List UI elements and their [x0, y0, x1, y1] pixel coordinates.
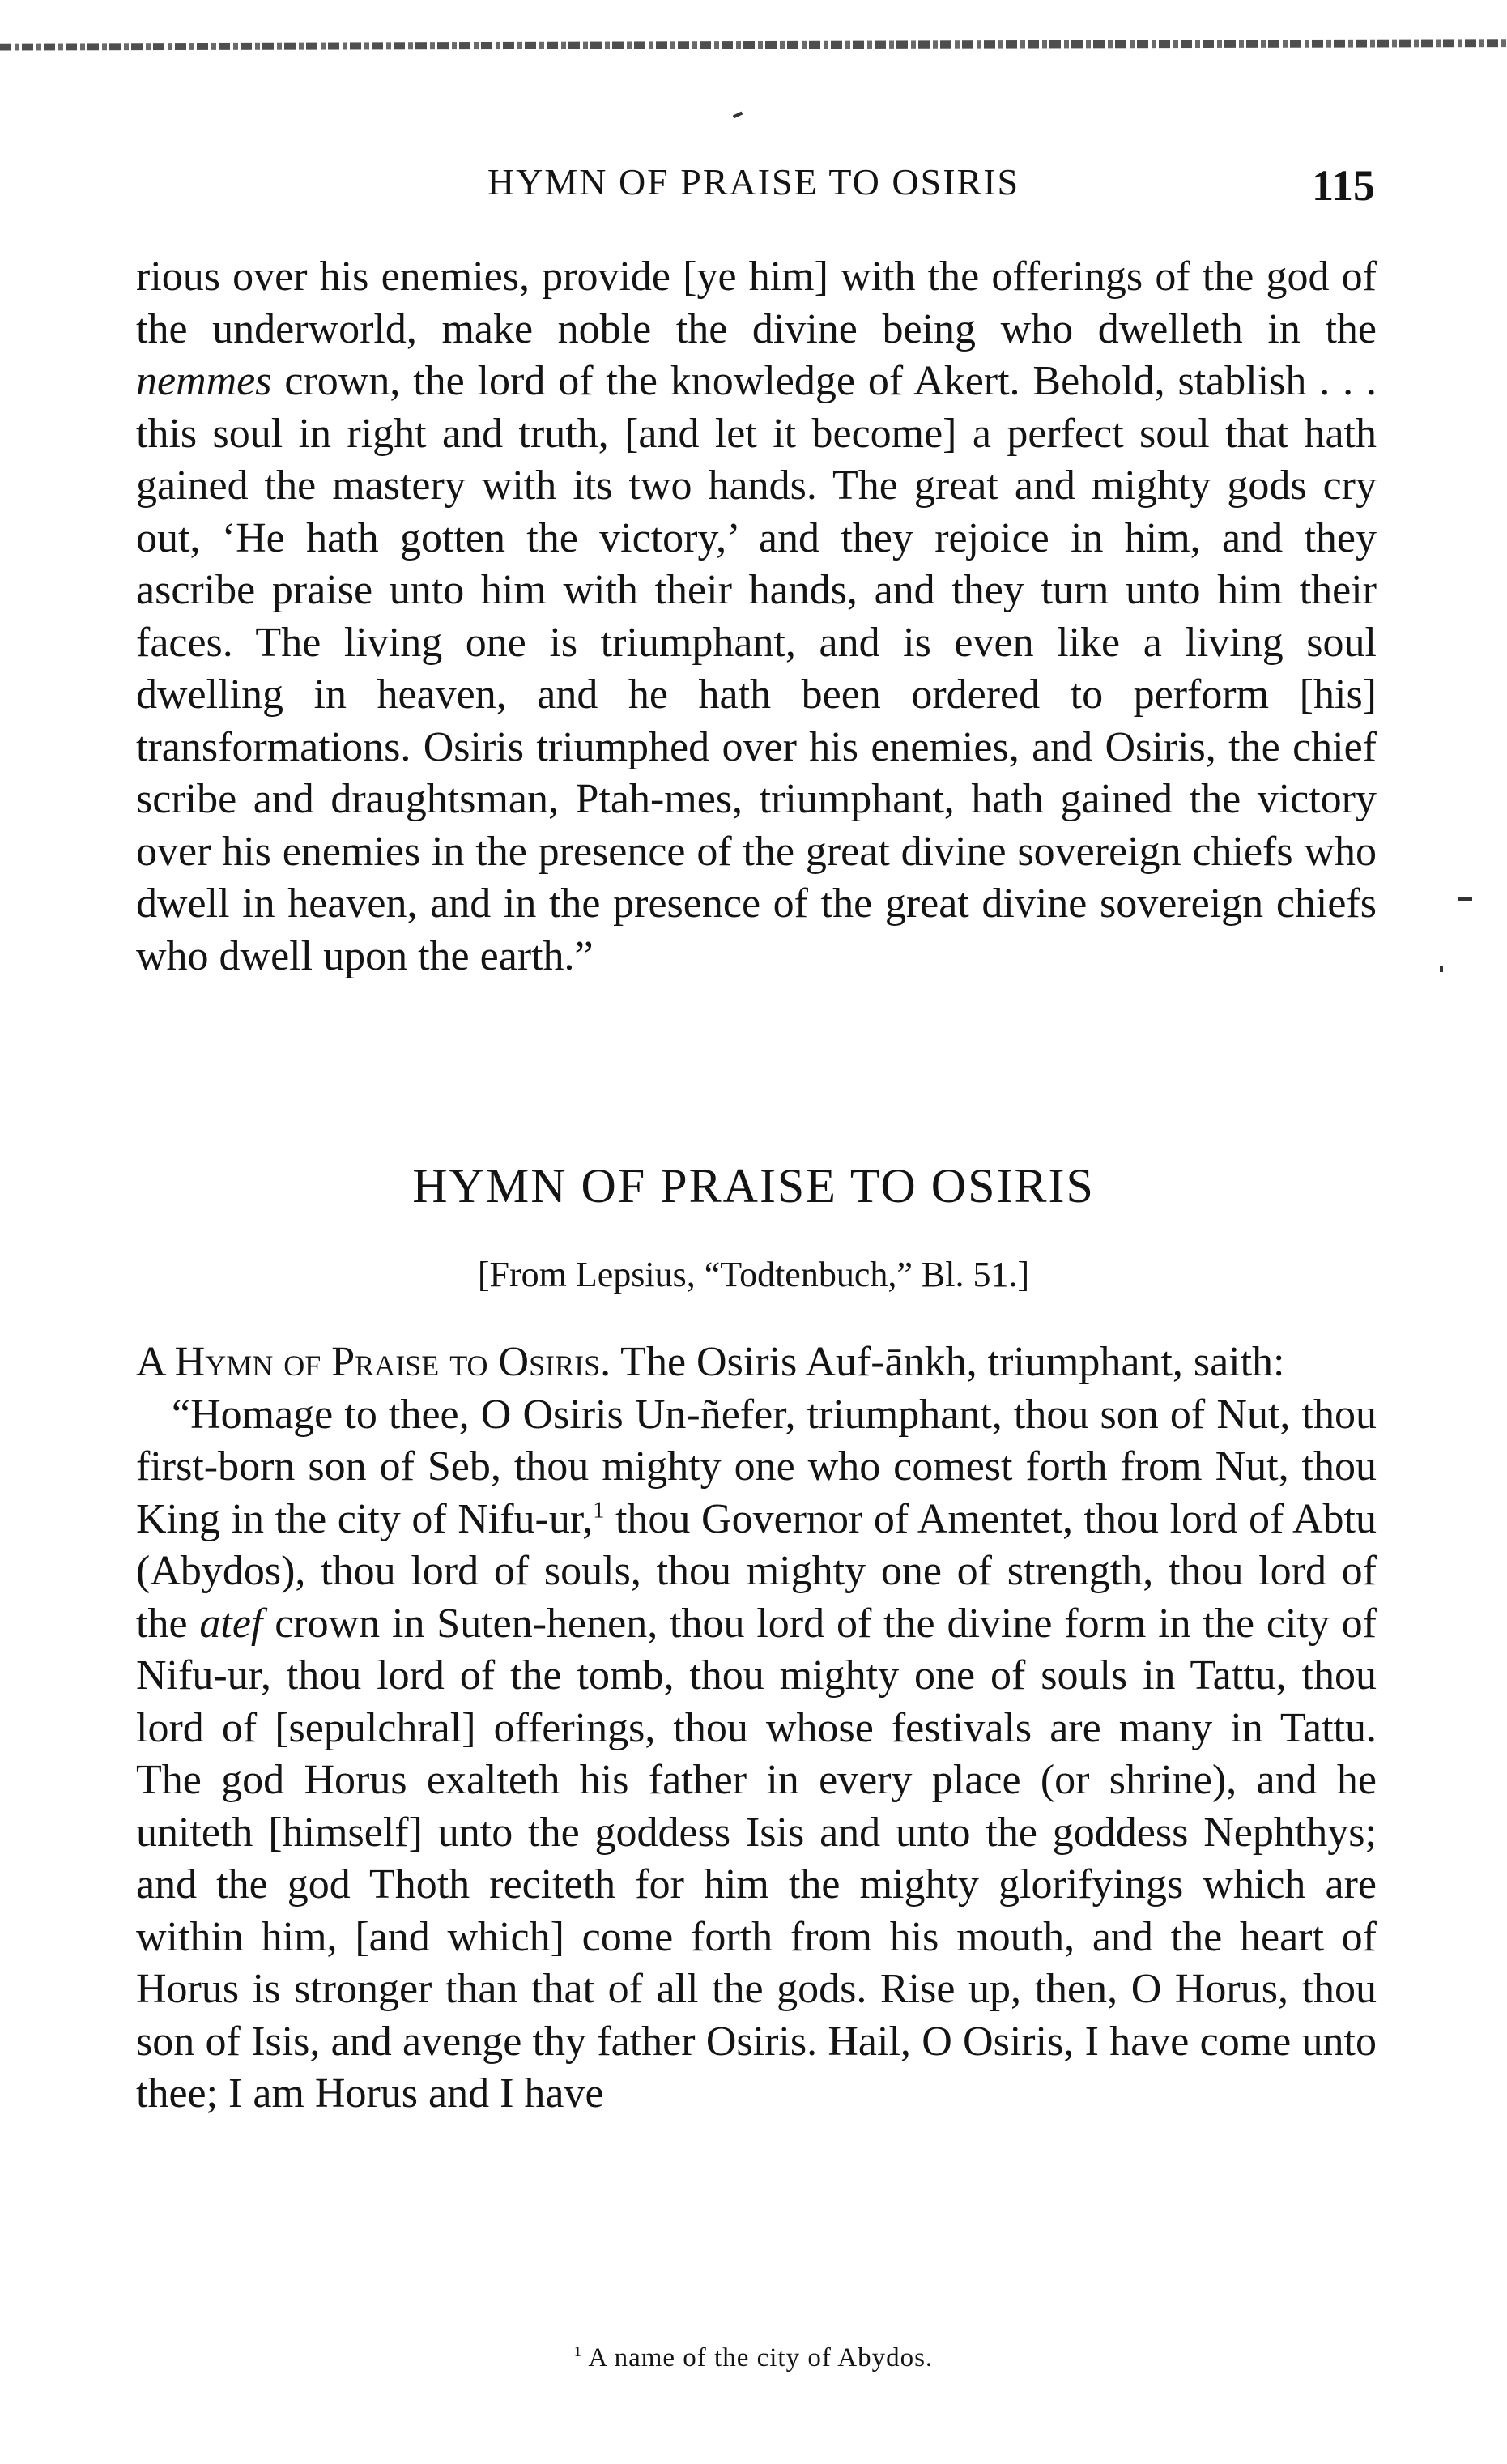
continued-paragraph	[136, 251, 1377, 983]
page-number: 115	[1311, 161, 1375, 210]
source-citation: [From Lepsius, “Todtenbuch,” Bl. 51.]	[477, 1255, 1030, 1294]
hymn-intro: The Osiris Auf-ānkh, triumphant, saith:	[611, 1339, 1285, 1385]
running-title: HYMN OF PRAISE TO OSIRIS	[487, 161, 1020, 202]
hymn-intro-paragraph	[136, 1336, 1377, 1389]
continued-text-part-2: crown, the lord of the knowledge of Akert. Behold, stablish . . . this soul in right and truth, [and let it become] a perfect soul that hath gained the mastery with its two hands. The great and mighty gods cry out, ‘He hath gotten the victory,’ and they rejoice in him, and they ascribe praise unto him with their hands, and they turn unto him their faces. The living one is triumphant, and is even like a living soul dwelling in heaven, and he hath been ordered to perform [his] transformations. Osiris triumphed over his enemies, and Osiris, the chief scribe and draughtsman, Ptah-mes, triumphant, hath gained the victory over his enemies in the presence of the great divine sovereign chiefs who dwell in heaven, and in the presence of the great divine sovereign chiefs who dwell upon the earth.”	[136, 358, 1377, 979]
hymn-caption: A Hymn of Praise to Osiris.	[136, 1339, 611, 1385]
hymn-section	[136, 1336, 1377, 2121]
margin-mark-top	[733, 112, 743, 119]
scan-top-border	[0, 37, 1507, 55]
continued-text-part-1: rious over his enemies, provide [ye him] with the offerings of the god of the underworld, make noble the divine being who dwelleth in the	[136, 254, 1377, 352]
margin-mark-right-1	[1458, 897, 1472, 901]
atef-term: atef	[199, 1600, 263, 1647]
hymn-text-part-2: thou Governor of Amentet, thou lord of Abtu (Abydos), thou lord of souls, thou mighty one of strength, thou lord of the	[136, 1495, 1377, 1647]
hymn-text-part-3: crown in Suten-henen, thou lord of the divine form in the city of Nifu-ur, thou lord of the tomb, thou mighty one of souls in Tattu, thou lord of [sepulchral] offerings, thou whose festivals are many in Tattu. The god Horus exalteth his father in every place (or shrine), and he uniteth [himself] unto the goddess Isis and unto the goddess Nephthys; and the god Thoth reciteth for him the mighty glorifyings which are within him, [and which] come forth from his mouth, and the heart of Horus is stronger than that of all the gods. Rise up, then, O Horus, thou son of Isis, and avenge thy father Osiris. Hail, O Osiris, I have come unto thee; I am Horus and I have	[136, 1600, 1377, 2117]
footnote	[0, 2343, 1507, 2373]
section-heading: HYMN OF PRAISE TO OSIRIS	[412, 1159, 1095, 1213]
hymn-body-paragraph	[136, 1389, 1377, 2121]
nemmes-term: nemmes	[136, 358, 272, 404]
footnote-reference[interactable]: 1	[593, 1498, 605, 1524]
hymn-text-part-1: “Homage to thee, O Osiris Un-ñefer, triumphant, thou son of Nut, thou first-born son of Seb, thou mighty one who comest forth from Nut, thou King in the city of Nifu-ur,	[136, 1391, 1377, 1542]
footnote-text: A name of the city of Abydos.	[581, 2343, 934, 2372]
footnote-marker: 1	[573, 2343, 582, 2360]
margin-mark-right-2	[1440, 966, 1443, 972]
